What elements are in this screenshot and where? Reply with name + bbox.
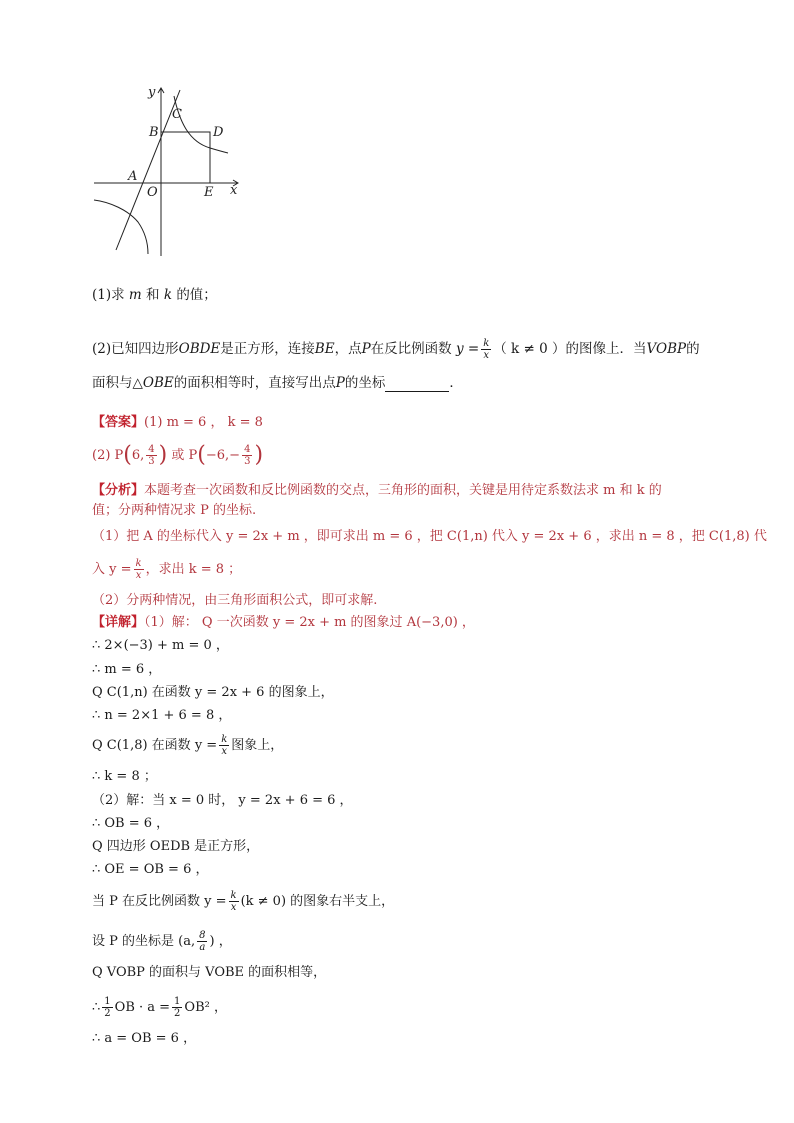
analysis-text-2: 值；分两种情况求 P 的坐标. (92, 503, 257, 518)
answer-tag: 【答案】 (92, 415, 145, 430)
answer-2-point2-x: −6,− (205, 448, 241, 463)
q2-fraction (481, 338, 491, 361)
detail-text-2: ∴ 2×(−3) + m = 0 ， (92, 638, 229, 653)
detail-frac3-num: 8 (199, 930, 206, 941)
q2-line2-b: 的面积相等时，直接写出点 (173, 375, 336, 391)
detail-fraction-1 (219, 734, 229, 757)
answer-2-point2-num: 4 (244, 444, 251, 455)
answer-2-point2-frac (242, 444, 252, 467)
q2-line2-c: 的坐标 (344, 375, 386, 391)
detail-text-15a: ∴ (92, 1000, 101, 1015)
answer-line-1 (92, 414, 263, 432)
detail-frac1-den: x (221, 746, 228, 757)
label-x: x (230, 183, 238, 198)
detail-frac5-num: 1 (174, 996, 181, 1007)
analysis-text-5: （2）分两种情况，由三角形面积公式，即可求解. (92, 593, 378, 608)
analysis-text-1: 本题考查一次函数和反比例函数的交点，三角形的面积，关键是用待定系数法求 m 和 k 的 (144, 483, 662, 498)
detail-text-8: （2）解：当 x = 0 时， y = 2x + 6 = 6 ， (92, 793, 353, 808)
detail-frac2-num: k (230, 890, 237, 901)
detail-frac1-num: k (221, 734, 228, 745)
linear-function-line (116, 90, 180, 250)
detail-line-2 (92, 637, 229, 655)
analysis-line-2 (92, 502, 256, 520)
answer-2-or: 或 P (171, 448, 198, 463)
detail-tag: 【详解】 (92, 615, 145, 630)
q2-cond: （ k ≠ 0 ）的图像上．当 (493, 341, 647, 357)
detail-fraction-3 (197, 930, 207, 953)
q2-part5: 的 (686, 341, 700, 357)
q2-part2: 是正方形，连接 (220, 341, 315, 357)
q2-vobp: VOBP (646, 341, 687, 357)
analysis-line-1 (92, 482, 662, 500)
analysis-fraction (134, 558, 144, 581)
detail-text-14: Q VOBP 的面积与 VOBE 的面积相等， (92, 965, 327, 980)
q2-part3: ，点 (334, 341, 362, 357)
detail-text-4: Q C(1,n) 在函数 y = 2x + 6 的图象上， (92, 685, 334, 700)
detail-text-6b: 图象上， (231, 738, 284, 753)
analysis-line-5 (92, 592, 377, 610)
q2-p2: P (335, 375, 345, 391)
label-e: E (204, 185, 214, 200)
detail-line-11 (92, 861, 208, 879)
detail-fraction-4 (102, 996, 112, 1019)
label-b: B (149, 125, 159, 140)
detail-text-13b: ) ， (209, 934, 232, 949)
hyperbola-left-branch (94, 200, 148, 254)
q1-and: 和 (146, 287, 160, 303)
detail-line-12 (92, 890, 394, 913)
q1-m: m (128, 287, 142, 303)
detail-fraction-2 (229, 890, 239, 913)
detail-text-15b: OB · a = (114, 1000, 171, 1015)
q2-obe: OBE (142, 375, 174, 391)
detail-text-11: ∴ OE = OB = 6 ， (92, 862, 209, 877)
question-2-line-2 (92, 374, 463, 392)
q2-part4: 在反比例函数 (370, 341, 452, 357)
answer-2-point2-den: 3 (244, 456, 251, 467)
square-obde (161, 132, 210, 183)
analysis-line-3 (92, 528, 767, 546)
q2-y-eq: y = (455, 341, 480, 357)
detail-text-16: ∴ a = OB = 6 ， (92, 1031, 197, 1046)
detail-text-15c: OB² ， (184, 1000, 227, 1015)
detail-line-16 (92, 1030, 196, 1048)
question-1 (92, 286, 217, 304)
label-o: O (147, 185, 158, 200)
q2-end: ． (449, 375, 463, 391)
analysis-text-4a: 入 y = (92, 562, 132, 577)
detail-line-4 (92, 684, 334, 702)
analysis-tag: 【分析】 (92, 483, 145, 498)
detail-line-15 (92, 996, 227, 1019)
q2-frac-num: k (483, 338, 490, 349)
detail-text-1: （1）解： Q 一次函数 y = 2x + m 的图象过 A(−3,0) ， (144, 615, 475, 630)
detail-frac3-den: a (199, 942, 206, 953)
q1-k: k (163, 287, 173, 303)
q2-part1: (2)已知四边形 (92, 341, 179, 357)
detail-line-6 (92, 734, 283, 757)
answer-2-point1-num: 4 (148, 444, 155, 455)
analysis-frac-den: x (135, 570, 142, 581)
analysis-frac-num: k (135, 558, 142, 569)
detail-text-10: Q 四边形 OEDB 是正方形， (92, 839, 260, 854)
q2-p: P (361, 341, 371, 357)
detail-frac4-num: 1 (104, 996, 111, 1007)
detail-line-13 (92, 930, 232, 953)
detail-line-1 (92, 614, 475, 632)
label-d: D (213, 125, 224, 140)
label-c: C (172, 107, 182, 122)
answer-line-2: (2) P(6, $\frac{4}{3}$ ) 或 P(−6,− $\frac{4}{3}$ ) (92, 442, 264, 468)
detail-text-6a: Q C(1,8) 在函数 y = (92, 738, 218, 753)
analysis-text-3: （1）把 A 的坐标代入 y = 2x + m ，即可求出 m = 6 ，把 C(1,n) 代入 y = 2x + 6 ，求出 n = 8 ，把 C(1,8) 代 (92, 529, 767, 544)
detail-frac5-den: 2 (174, 1008, 181, 1019)
q2-frac-den: x (483, 350, 490, 361)
detail-line-5 (92, 707, 231, 725)
label-y: y (148, 85, 156, 100)
detail-text-7: ∴ k = 8 ； (92, 769, 157, 784)
answer-blank (385, 377, 449, 392)
q2-be: BE (314, 341, 335, 357)
analysis-text-4b: ，求出 k = 8 ； (145, 562, 242, 577)
detail-line-9 (92, 815, 169, 833)
answer-1: (1) m = 6 ， k = 8 (144, 415, 263, 430)
detail-line-14 (92, 964, 326, 982)
detail-line-8 (92, 792, 353, 810)
detail-text-3: ∴ m = 6 ， (92, 662, 162, 677)
detail-line-3 (92, 661, 161, 679)
analysis-line-4 (92, 558, 241, 581)
answer-2-point1-x: 6, (131, 448, 145, 463)
answer-2-point1-den: 3 (148, 456, 155, 467)
question-2-line-1 (92, 338, 700, 361)
detail-line-7 (92, 768, 157, 786)
answer-2-point1-frac (146, 444, 156, 467)
detail-text-13a: 设 P 的坐标是 (a, (92, 934, 196, 949)
detail-text-5: ∴ n = 2×1 + 6 = 8 ， (92, 708, 232, 723)
answer-2-prefix: (2) P (92, 448, 124, 463)
q2-line2-a: 面积与△ (92, 375, 143, 391)
detail-line-10 (92, 838, 259, 856)
detail-text-12b: (k ≠ 0) 的图象右半支上， (240, 894, 395, 909)
q1-suffix: 的值； (176, 287, 217, 303)
q1-prefix: (1)求 (92, 287, 125, 303)
coordinate-graph (90, 84, 250, 264)
label-a: A (128, 169, 138, 184)
detail-frac2-den: x (230, 902, 237, 913)
detail-frac4-den: 2 (104, 1008, 111, 1019)
detail-text-12a: 当 P 在反比例函数 y = (92, 894, 227, 909)
q2-obde: OBDE (178, 341, 221, 357)
detail-text-9: ∴ OB = 6 ， (92, 816, 170, 831)
detail-fraction-5 (172, 996, 182, 1019)
